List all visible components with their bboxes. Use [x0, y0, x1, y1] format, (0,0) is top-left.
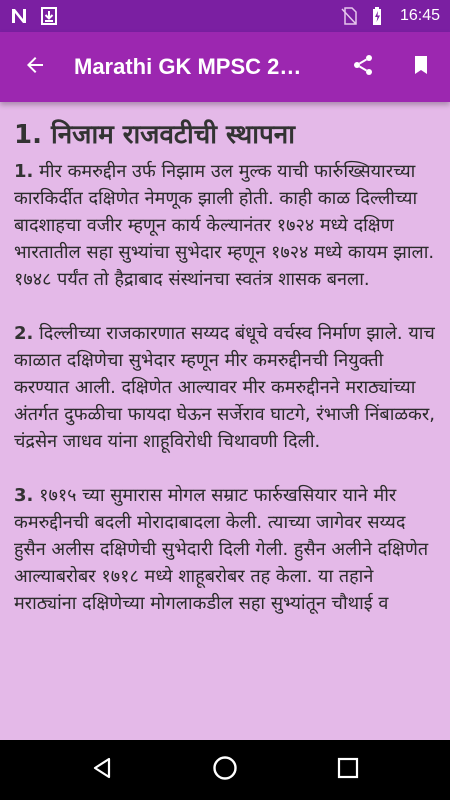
status-left [10, 7, 58, 25]
paragraph-number: 2. [14, 323, 34, 344]
back-triangle-icon [90, 756, 114, 784]
paragraph-number: 3. [14, 485, 34, 506]
battery-charging-icon [370, 7, 388, 25]
bookmark-button[interactable] [392, 32, 450, 102]
home-circle-icon [212, 755, 238, 785]
app-bar [0, 32, 450, 102]
back-button[interactable] [0, 32, 70, 102]
recents-square-icon [337, 757, 359, 783]
article-content[interactable] [0, 102, 450, 740]
nav-back-button[interactable] [72, 740, 132, 800]
status-time: 16:45 [399, 7, 440, 24]
paragraph-text: मीर कमरुद्दीन उर्फ निझाम उल मुल्क याची फार्रुख्सियारच्या कारकिर्दीत दक्षिणेत नेमणूक झाली होती. काही काळ दिल्लीच्या बादशाहचा वजीर म्हणून कार्य केल्यानंतर १७२४ मध्ये दक्षिण भारतातील सहा सुभ्यांचा सुभेदार म्हणून १७२४ मध्ये कायम झाला. १७४८ पर्यंत तो हैद्राबाद संस्थांनचा स्वतंत्र शासक बनला. [14, 161, 435, 290]
paragraph [14, 158, 436, 293]
paragraph [14, 320, 436, 455]
back-arrow-icon [23, 53, 47, 81]
status-bar [0, 0, 450, 32]
nav-home-button[interactable] [195, 740, 255, 800]
nav-recents-button[interactable] [318, 740, 378, 800]
navigation-bar [0, 740, 450, 800]
article-heading: 1. निजाम राजवटीची स्थापना [14, 120, 295, 150]
paragraph-text: १७१५ च्या सुमारास मोगल सम्राट फार्रुखसियार याने मीर कमरुद्दीनची बदली मोरादाबादला केली. त्याच्या जागेवर सय्यद हुसैन अलीस दक्षिणेची सुभेदारी दिली गेली. हुसैन अलीने दक्षिणेत आल्याबरोबर १७१८ मध्ये शाहूबरोबर तह केला. या तहाने मराठ्यांना दक्षिणेच्या मोगलाकडील सहा सुभ्यांतून चौथाई व [14, 485, 429, 614]
paragraph-text: दिल्लीच्या राजकारणात सय्यद बंधूचे वर्चस्व निर्माण झाले. याच काळात दक्षिणेचा सुभेदार म्हणून मीर कमरुद्दीनची नियुक्ती करण्यात आली. दक्षिणेत आल्यावर मीर कमरुद्दीनने मराठ्यांच्या अंतर्गत दुफळीचा फायदा घेऊन सर्जेराव घाटगे, रंभाजी निंबाळकर, चंद्रसेन जाधव यांना शाहूविरोधी चिथावणी दिली. [14, 323, 435, 452]
share-icon [351, 53, 375, 81]
download-icon [40, 7, 58, 25]
notification-n-icon [10, 7, 28, 25]
paragraph [14, 482, 436, 617]
share-button[interactable] [334, 32, 392, 102]
status-right [340, 7, 440, 25]
bookmark-icon [409, 53, 433, 81]
app-title: Marathi GK MPSC 2… [74, 54, 302, 79]
no-sim-icon [340, 7, 358, 25]
paragraph-number: 1. [14, 161, 34, 182]
